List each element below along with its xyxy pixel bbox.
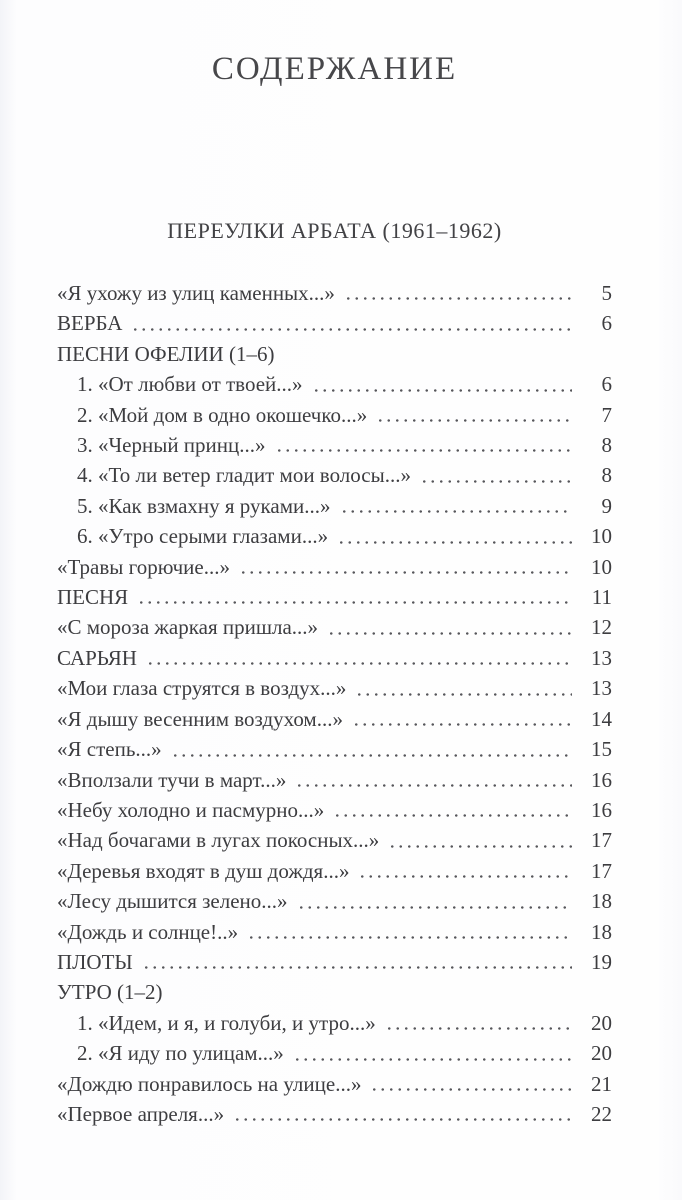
toc-entry bbox=[57, 947, 612, 977]
toc-entry bbox=[57, 825, 612, 855]
dot-leader bbox=[418, 460, 572, 490]
toc-entry-page: 22 bbox=[591, 1101, 612, 1126]
dot-leader bbox=[368, 1069, 572, 1099]
toc-entry-page: 8 bbox=[601, 463, 612, 488]
toc-entry-page: 10 bbox=[591, 554, 612, 579]
toc-entry-title: «Первое апреля...» bbox=[57, 1101, 225, 1126]
toc-entry-title: «Над бочагами в лугах покосных...» bbox=[57, 828, 380, 853]
toc-entry bbox=[57, 582, 612, 612]
toc-entry bbox=[57, 308, 612, 338]
dot-leader bbox=[237, 552, 572, 582]
dot-leader bbox=[293, 765, 572, 795]
dot-leader bbox=[338, 491, 573, 521]
toc-entry bbox=[57, 369, 612, 399]
toc-entry-page: 5 bbox=[601, 281, 612, 305]
toc-entry-title: «Мои глаза струятся в воздух...» bbox=[57, 676, 347, 701]
toc-entry bbox=[57, 765, 612, 795]
toc-entry-title: ВЕРБА bbox=[57, 311, 123, 336]
toc-entry-title: 6. «Утро серыми глазами...» bbox=[77, 524, 329, 549]
toc-entry-title: 5. «Как взмахну я руками...» bbox=[77, 493, 331, 518]
dot-leader bbox=[356, 856, 572, 886]
dot-leader bbox=[386, 825, 572, 855]
dot-leader bbox=[273, 430, 572, 460]
toc-entry-page: 20 bbox=[591, 1010, 612, 1035]
dot-leader bbox=[353, 673, 572, 703]
toc-entry-title: ПЕСНЯ bbox=[57, 585, 129, 610]
toc-entry-page: 13 bbox=[591, 645, 612, 670]
toc-list bbox=[57, 278, 612, 1129]
toc-entry-title: 4. «То ли ветер гладит мои волосы...» bbox=[77, 463, 411, 488]
toc-entry-title: «Вползали тучи в март...» bbox=[57, 767, 287, 792]
dot-leader bbox=[335, 521, 572, 551]
toc-entry-title: 2. «Мой дом в одно окошечко...» bbox=[77, 402, 368, 427]
dot-leader bbox=[129, 308, 572, 338]
toc-entry-page: 15 bbox=[591, 737, 612, 762]
toc-entry bbox=[57, 734, 612, 764]
toc-entry-title: ПЛОТЫ bbox=[57, 949, 133, 974]
toc-entry-title: 2. «Я иду по улицам...» bbox=[77, 1041, 284, 1066]
section-heading: ПЕРЕУЛКИ АРБАТА (1961–1962) bbox=[167, 218, 502, 243]
dot-leader bbox=[383, 1008, 572, 1038]
toc-entry bbox=[57, 917, 612, 947]
toc-entry bbox=[57, 1069, 612, 1099]
toc-entry-title: «Я степь...» bbox=[57, 737, 162, 762]
toc-entry-title: «С мороза жаркая пришла...» bbox=[57, 615, 319, 640]
toc-entry bbox=[57, 491, 612, 521]
dot-leader bbox=[325, 612, 572, 642]
toc-entry-title: «Небу холодно и пасмурно...» bbox=[57, 797, 325, 822]
toc-entry-page: 6 bbox=[601, 372, 612, 397]
toc-entry-title: 1. «Идем, и я, и голуби, и утро...» bbox=[77, 1010, 376, 1035]
dot-leader bbox=[342, 278, 572, 308]
toc-entry-page: 6 bbox=[601, 311, 612, 336]
page-title: СОДЕРЖАНИЕ bbox=[211, 51, 458, 87]
toc-entry bbox=[57, 977, 612, 1007]
toc-entry-page: 9 bbox=[601, 493, 612, 518]
dot-leader bbox=[231, 1099, 572, 1129]
toc-entry-page: 7 bbox=[601, 402, 612, 427]
toc-entry-page: 13 bbox=[591, 676, 612, 701]
dot-leader bbox=[331, 795, 572, 825]
toc-entry bbox=[57, 400, 612, 430]
toc-entry-page: 16 bbox=[591, 767, 612, 792]
toc-entry bbox=[57, 704, 612, 734]
toc-entry-page: 18 bbox=[591, 889, 612, 914]
toc-entry bbox=[57, 673, 612, 703]
dot-leader bbox=[310, 369, 572, 399]
toc-entry-title: «Дождю понравилось на улице...» bbox=[57, 1071, 362, 1096]
toc-entry-page: 12 bbox=[591, 615, 612, 640]
toc-entry bbox=[57, 552, 612, 582]
dot-leader bbox=[135, 582, 572, 612]
dot-leader bbox=[245, 917, 572, 947]
toc-entry bbox=[57, 856, 612, 886]
toc-entry-title: «Лесу дышится зелено...» bbox=[57, 889, 288, 914]
toc-entry bbox=[57, 886, 612, 916]
toc-entry-page: 11 bbox=[591, 585, 612, 610]
toc-entry-page: 21 bbox=[591, 1071, 612, 1096]
toc-entry bbox=[57, 643, 612, 673]
toc-entry-page: 18 bbox=[591, 919, 612, 944]
toc-entry bbox=[57, 278, 612, 308]
toc-entry bbox=[57, 1008, 612, 1038]
dot-leader bbox=[374, 400, 572, 430]
toc-entry bbox=[57, 612, 612, 642]
dot-leader bbox=[295, 886, 572, 916]
toc-entry-title: «Травы горючие...» bbox=[57, 554, 230, 579]
toc-entry-title: «Я дышу весенним воздухом...» bbox=[57, 706, 343, 731]
toc-entry-page: 14 bbox=[591, 706, 612, 731]
dot-leader bbox=[350, 704, 572, 734]
toc-entry-page: 10 bbox=[591, 524, 612, 549]
dot-leader bbox=[169, 734, 572, 764]
toc-entry-title: САРЬЯН bbox=[57, 645, 137, 670]
toc-entry-page: 17 bbox=[591, 828, 612, 853]
toc-entry bbox=[57, 339, 612, 369]
toc-entry-page: 17 bbox=[591, 858, 612, 883]
toc-entry-title: 1. «От любви от твоей...» bbox=[77, 372, 303, 397]
toc-entry-title: «Я ухожу из улиц каменных...» bbox=[57, 281, 335, 305]
toc-entry-title: ПЕСНИ ОФЕЛИИ (1–6) bbox=[57, 341, 275, 366]
dot-leader bbox=[140, 947, 572, 977]
toc-entry-title: УТРО (1–2) bbox=[57, 980, 163, 1005]
toc-entry-page: 16 bbox=[591, 797, 612, 822]
toc-entry bbox=[57, 1038, 612, 1068]
toc-entry bbox=[57, 430, 612, 460]
toc-entry-title: «Деревья входят в душ дождя...» bbox=[57, 858, 350, 883]
dot-leader bbox=[144, 643, 572, 673]
toc-entry bbox=[57, 521, 612, 551]
toc-entry-page: 8 bbox=[601, 433, 612, 458]
toc-entry-page: 19 bbox=[591, 949, 612, 974]
dot-leader bbox=[291, 1038, 572, 1068]
toc-entry bbox=[57, 460, 612, 490]
toc-entry bbox=[57, 1099, 612, 1129]
toc-entry bbox=[57, 795, 612, 825]
toc-entry-title: 3. «Черный принц...» bbox=[77, 433, 266, 458]
toc-entry-title: «Дождь и солнце!..» bbox=[57, 919, 239, 944]
toc-entry-page: 20 bbox=[591, 1041, 612, 1066]
